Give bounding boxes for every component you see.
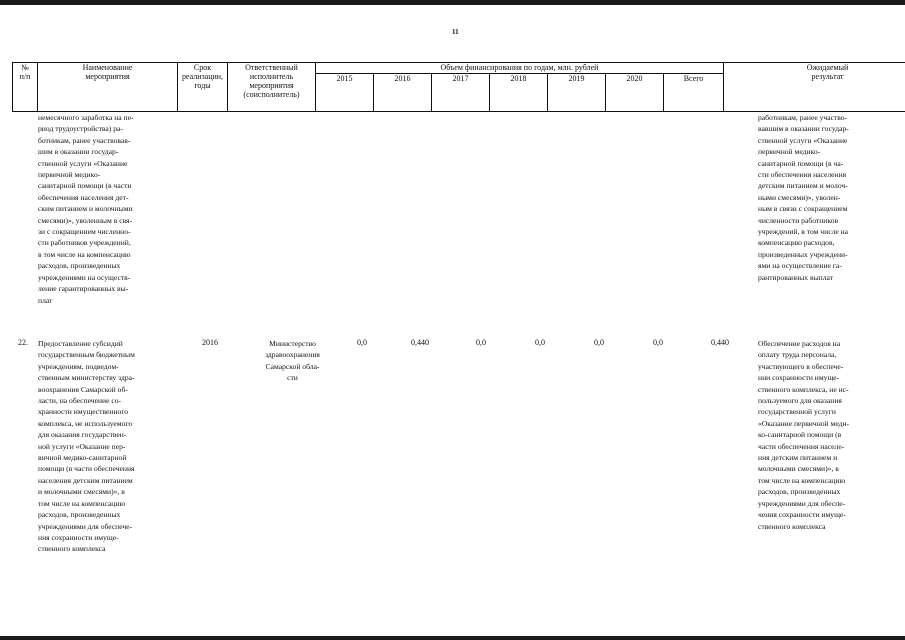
text-line: в том числе на компенсацию [38, 249, 131, 259]
text-line: Обеспечение расходов на [758, 339, 841, 348]
text-line: рантированных выплат [758, 272, 834, 282]
header-year-cell [374, 74, 432, 112]
text-line: немесячного заработка на пе- [38, 113, 134, 122]
text-line: обеспечения населения дет- [38, 192, 129, 202]
page-number: 11 [452, 28, 459, 36]
text-line: ко-санитарной помощи (в [758, 430, 842, 440]
header-year-cell [606, 74, 664, 112]
text-line: молочными смесями)», в [758, 464, 839, 474]
text-line: государственной услуги [758, 407, 836, 417]
header-number-cell [13, 63, 38, 112]
row-22-term: 2016 [202, 338, 218, 347]
text-line: ственной услуги «Оказание [758, 135, 848, 145]
row-22-number: 22. [18, 338, 28, 347]
text-line: сти обеспечения населения [758, 170, 847, 180]
header-name-line: Наименование [82, 63, 133, 72]
text-line: том числе на компенсацию [758, 475, 846, 485]
text-line: Самарской обла- [265, 361, 320, 371]
text-line: детским питанием и молоч- [758, 181, 848, 191]
text-line: оплату труда персонала, [758, 350, 837, 360]
header-year-cell [316, 74, 374, 112]
text-line: Предоставление субсидий [38, 339, 123, 348]
text-line: ния сохранности имуще- [38, 532, 119, 542]
header-executor-line: исполнитель [249, 72, 294, 81]
text-line: санитарной помощи (в части [38, 181, 132, 191]
text-line: учреждениями для обеспече- [38, 521, 133, 531]
text-line: учреждений, в том числе на [758, 227, 849, 237]
text-line: населения детским питанием [38, 475, 133, 485]
text-line: ласти, на обеспечение со- [38, 396, 122, 406]
header-executor-line: Ответственный [245, 63, 298, 72]
row-22-value-2017: 0,0 [476, 338, 486, 347]
text-line: вичной медико-санитарной [38, 453, 127, 463]
text-line: учреждениями на осуществ- [38, 272, 131, 282]
row-22-value-2016: 0,440 [411, 338, 429, 347]
text-line: компенсацию расходов, [758, 238, 835, 248]
text-line: здравоохранения [265, 350, 320, 360]
text-line: комплекса, не используемого [38, 418, 133, 428]
text-line: учреждениями для обеспе- [758, 498, 846, 508]
text-line: участвующего в обеспече- [758, 361, 844, 371]
text-line: нии сохранности имуще- [758, 373, 840, 383]
table-header [12, 62, 905, 112]
text-line: расходов, произведенных [38, 261, 121, 271]
header-year: 2016 [394, 74, 411, 83]
text-line: сти работников учреждений, [38, 238, 131, 248]
header-pp: п/п [19, 72, 31, 81]
text-line: пользуемого для оказания [758, 396, 842, 406]
row-22-value-2015: 0,0 [357, 338, 367, 347]
header-result-cell [724, 63, 905, 112]
header-year: 2020 [626, 74, 643, 83]
header-name-line: мероприятия [85, 72, 130, 81]
header-term-line: годы [194, 81, 211, 90]
row-22-value-2020: 0,0 [653, 338, 663, 347]
header-year: 2017 [452, 74, 469, 83]
text-line: ским питанием и молочными [38, 204, 133, 214]
text-line: ботникам, ранее участвовав- [38, 135, 131, 145]
header-total-cell [664, 74, 724, 112]
text-line: учреждениям, подведом- [38, 361, 119, 371]
row-22-value-2018: 0,0 [535, 338, 545, 347]
row-22-value-2019: 0,0 [594, 338, 604, 347]
text-line: том числе на компенсацию [38, 498, 126, 508]
text-line: ственного комплекса [38, 544, 106, 554]
header-funding-cell [316, 63, 724, 74]
row-prev-result [758, 112, 889, 283]
text-line: хранности имущественного [38, 407, 129, 417]
row-22-name [38, 338, 178, 555]
row-prev-name [38, 112, 178, 306]
row-22-result [758, 338, 889, 532]
text-line: численности работников [758, 215, 839, 225]
text-line: воохранения Самарской об- [38, 384, 128, 394]
text-line: части обеспечения населе- [758, 441, 845, 451]
text-line: работникам, ранее участво- [758, 113, 848, 122]
text-line: ственного комплекса, не ис- [758, 384, 849, 394]
text-line: первичной медико- [38, 170, 101, 180]
header-year: 2015 [336, 74, 353, 83]
header-funding: Объем финансирования по годам, млн. рублей [440, 63, 599, 72]
text-line: расходов, произведенных [758, 487, 841, 497]
header-result-line: Ожидаемый [806, 63, 849, 72]
text-line: ями на осуществление га- [758, 261, 842, 271]
text-line: ным в связи с сокращением [758, 204, 848, 214]
scan-top-border [0, 0, 905, 5]
text-line: Министерство [269, 339, 316, 348]
text-line: ния детским питанием и [758, 453, 838, 463]
text-line: государственным бюджетным [38, 350, 135, 360]
header-year: 2019 [568, 74, 585, 83]
text-line: ление гарантированных вы- [38, 284, 129, 294]
text-line: санитарной помощи (в ча- [758, 158, 844, 168]
text-line: чения сохранности имуще- [758, 510, 846, 520]
text-line: ной услуги «Оказание пер- [38, 441, 126, 451]
row-22-value-total: 0,440 [711, 338, 729, 347]
scan-bottom-border [0, 636, 905, 640]
text-line: ственной услуги «Оказание [38, 158, 128, 168]
text-line: первичной медико- [758, 147, 821, 157]
text-line: ственным министерству здра- [38, 373, 135, 383]
text-line: произведенных учреждени- [758, 249, 848, 259]
header-executor-cell [228, 63, 316, 112]
header-name-cell [38, 63, 178, 112]
text-line: сти [287, 373, 298, 383]
text-line: зи с сокращением численно- [38, 227, 131, 237]
text-line: плат [38, 295, 53, 305]
text-line: и молочными смесями)», в [38, 487, 125, 497]
header-year-cell [432, 74, 490, 112]
header-term-cell [178, 63, 228, 112]
text-line: помощи (в части обеспечения [38, 464, 135, 474]
header-total: Всего [683, 74, 704, 83]
header-executor-line: (соисполнитель) [243, 90, 300, 99]
text-line: ственного комплекса [758, 521, 826, 531]
text-line: для оказания государствен- [38, 430, 127, 440]
row-22-executor [240, 338, 345, 384]
header-year-cell [548, 74, 606, 112]
header-number: № [21, 63, 29, 72]
text-line: вавшим в оказании государ- [758, 124, 849, 134]
text-line: расходов, произведенных [38, 510, 121, 520]
text-line: ными смесями)», уволен- [758, 192, 841, 202]
text-line: смесями)», уволенным в свя- [38, 215, 133, 225]
header-term-line: реализации, [181, 72, 224, 81]
text-line: риод трудоустройства) ра- [38, 124, 123, 134]
text-line: «Оказание первичной меди- [758, 418, 850, 428]
header-result-line: результат [811, 72, 844, 81]
text-line: шим в оказании государ- [38, 147, 119, 157]
header-year-cell [490, 74, 548, 112]
header-year: 2018 [510, 74, 527, 83]
header-executor-line: мероприятия [249, 81, 294, 90]
header-term-line: Срок [193, 63, 212, 72]
